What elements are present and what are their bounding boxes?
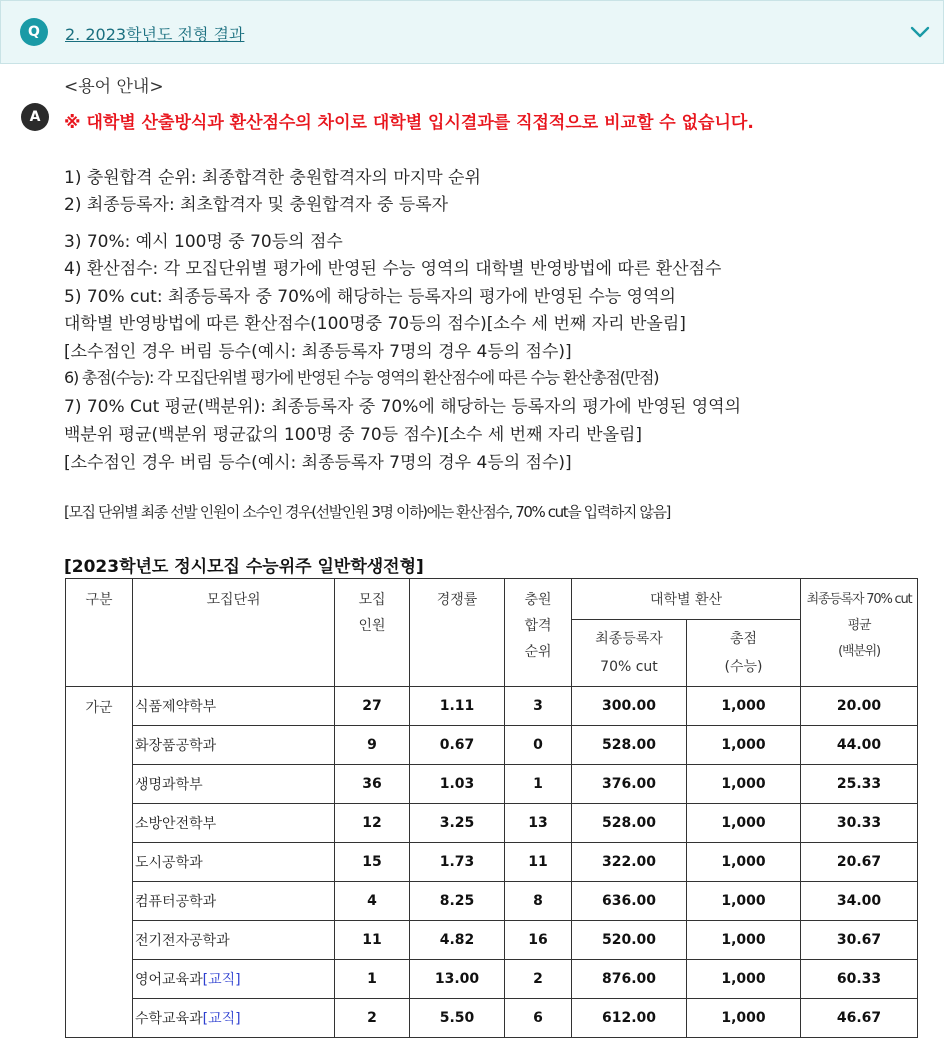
- cut-cell: 612.00: [572, 999, 687, 1038]
- cut-cell: 322.00: [572, 843, 687, 882]
- table-row: [66, 882, 918, 921]
- quota-cell: 15: [335, 843, 410, 882]
- dept-cell: 화장품공학과: [133, 726, 335, 765]
- quota-cell: 36: [335, 765, 410, 804]
- avg-cell: 30.33: [801, 804, 918, 843]
- header-total: 총점 (수능): [687, 620, 801, 687]
- dept-cell: 전기전자공학과: [133, 921, 335, 960]
- competition-cell: 1.11: [410, 687, 505, 726]
- dept-cell: 영어교육과[교직]: [133, 960, 335, 999]
- waitlist-cell: 11: [505, 843, 572, 882]
- results-table: [65, 578, 918, 1038]
- total-cell: 1,000: [687, 804, 801, 843]
- dept-cell: 도시공학과: [133, 843, 335, 882]
- guide-line: 5) 70% cut: 최종등록자 중 70%에 해당하는 등록자의 평가에 반영된 수능 영역의: [64, 287, 676, 307]
- avg-cell: 60.33: [801, 960, 918, 999]
- total-cell: 1,000: [687, 999, 801, 1038]
- waitlist-cell: 2: [505, 960, 572, 999]
- total-cell: 1,000: [687, 882, 801, 921]
- table-row: [66, 960, 918, 999]
- answer-badge: A: [21, 103, 49, 131]
- total-cell: 1,000: [687, 921, 801, 960]
- header-quota: 모집 인원: [335, 579, 410, 687]
- total-cell: 1,000: [687, 960, 801, 999]
- divider: [0, 63, 944, 64]
- group-label: 가군: [66, 687, 133, 1038]
- table-row: [66, 687, 918, 726]
- dept-cell: 식품제약학부: [133, 687, 335, 726]
- avg-cell: 46.67: [801, 999, 918, 1038]
- total-cell: 1,000: [687, 726, 801, 765]
- total-cell: 1,000: [687, 765, 801, 804]
- question-badge: Q: [20, 18, 48, 46]
- header-waitlist: 충원 합격 순위: [505, 579, 572, 687]
- header-competition: 경쟁률: [410, 579, 505, 687]
- table-title: [2023학년도 정시모집 수능위주 일반학생전형]: [64, 557, 424, 577]
- guide-line: [소수점인 경우 버림 등수(예시: 최종등록자 7명의 경우 4등의 점수)]: [64, 453, 572, 473]
- competition-cell: 1.73: [410, 843, 505, 882]
- waitlist-cell: 6: [505, 999, 572, 1038]
- quota-cell: 9: [335, 726, 410, 765]
- cut-cell: 528.00: [572, 804, 687, 843]
- notice-text: ※ 대학별 산출방식과 환산점수의 차이로 대학별 입시결과를 직접적으로 비교할 수 없습니다.: [64, 113, 754, 133]
- total-cell: 1,000: [687, 687, 801, 726]
- waitlist-cell: 0: [505, 726, 572, 765]
- cut-cell: 876.00: [572, 960, 687, 999]
- cut-cell: 520.00: [572, 921, 687, 960]
- guide-line: 대학별 반영방법에 따른 환산점수(100명중 70등의 점수)[소수 세 번째 자리 반올림]: [64, 314, 686, 334]
- table-row: [66, 726, 918, 765]
- table-row: [66, 921, 918, 960]
- guide-line: 1) 충원합격 순위: 최종합격한 충원합격자의 마지막 순위: [64, 168, 481, 188]
- quota-cell: 2: [335, 999, 410, 1038]
- guide-line: 7) 70% Cut 평균(백분위): 최종등록자 중 70%에 해당하는 등록자의 평가에 반영된 영역의: [64, 397, 741, 417]
- competition-cell: 4.82: [410, 921, 505, 960]
- dept-cell: 컴퓨터공학과: [133, 882, 335, 921]
- competition-cell: 1.03: [410, 765, 505, 804]
- dept-cell: 수학교육과[교직]: [133, 999, 335, 1038]
- waitlist-cell: 8: [505, 882, 572, 921]
- chevron-down-icon[interactable]: [905, 17, 935, 47]
- quota-cell: 4: [335, 882, 410, 921]
- waitlist-cell: 13: [505, 804, 572, 843]
- competition-cell: 0.67: [410, 726, 505, 765]
- competition-cell: 8.25: [410, 882, 505, 921]
- guide-line: [소수점인 경우 버림 등수(예시: 최종등록자 7명의 경우 4등의 점수)]: [64, 342, 572, 362]
- guide-line: 2) 최종등록자: 최초합격자 및 충원합격자 중 등록자: [64, 195, 449, 215]
- table-row: [66, 804, 918, 843]
- competition-cell: 5.50: [410, 999, 505, 1038]
- guide-line: [모집 단위별 최종 선발 인원이 소수인 경우(선발인원 3명 이하)에는 환산점수, 70% cut을 입력하지 않음]: [64, 503, 671, 521]
- header-final-cut: 최종등록자 70% cut: [572, 620, 687, 687]
- avg-cell: 20.67: [801, 843, 918, 882]
- avg-cell: 25.33: [801, 765, 918, 804]
- guide-line: 백분위 평균(백분위 평균값의 100명 중 70등 점수)[소수 세 번째 자리 반올림]: [64, 425, 643, 445]
- cut-cell: 376.00: [572, 765, 687, 804]
- header-unit: 모집단위: [133, 579, 335, 687]
- total-cell: 1,000: [687, 843, 801, 882]
- header-average: 최종등록자 70% cut 평균 (백분위): [801, 579, 918, 687]
- competition-cell: 3.25: [410, 804, 505, 843]
- guide-line: 6) 총점(수능): 각 모집단위별 평가에 반영된 수능 영역의 환산점수에 따른 수능 환산총점(만점): [64, 368, 659, 387]
- question-header[interactable]: [0, 0, 944, 64]
- quota-cell: 12: [335, 804, 410, 843]
- avg-cell: 44.00: [801, 726, 918, 765]
- avg-cell: 30.67: [801, 921, 918, 960]
- avg-cell: 34.00: [801, 882, 918, 921]
- quota-cell: 11: [335, 921, 410, 960]
- guide-line: 3) 70%: 예시 100명 중 70등의 점수: [64, 232, 343, 252]
- table-row: [66, 843, 918, 882]
- waitlist-cell: 1: [505, 765, 572, 804]
- dept-cell: 소방안전학부: [133, 804, 335, 843]
- teaching-tag-link[interactable]: [교직]: [202, 972, 241, 988]
- avg-cell: 20.00: [801, 687, 918, 726]
- waitlist-cell: 3: [505, 687, 572, 726]
- table-row: [66, 999, 918, 1038]
- competition-cell: 13.00: [410, 960, 505, 999]
- quota-cell: 27: [335, 687, 410, 726]
- question-title-link[interactable]: 2. 2023학년도 전형 결과: [65, 25, 245, 44]
- guide-line: 4) 환산점수: 각 모집단위별 평가에 반영된 수능 영역의 대학별 반영방법에 따른 환산점수: [64, 259, 722, 279]
- teaching-tag-link[interactable]: [교직]: [202, 1011, 241, 1027]
- quota-cell: 1: [335, 960, 410, 999]
- cut-cell: 300.00: [572, 687, 687, 726]
- waitlist-cell: 16: [505, 921, 572, 960]
- cut-cell: 636.00: [572, 882, 687, 921]
- cut-cell: 528.00: [572, 726, 687, 765]
- header-converted: 대학별 환산: [572, 579, 801, 620]
- dept-cell: 생명과학부: [133, 765, 335, 804]
- header-category: 구분: [66, 579, 133, 687]
- table-row: [66, 765, 918, 804]
- guide-label: <용어 안내>: [64, 77, 164, 97]
